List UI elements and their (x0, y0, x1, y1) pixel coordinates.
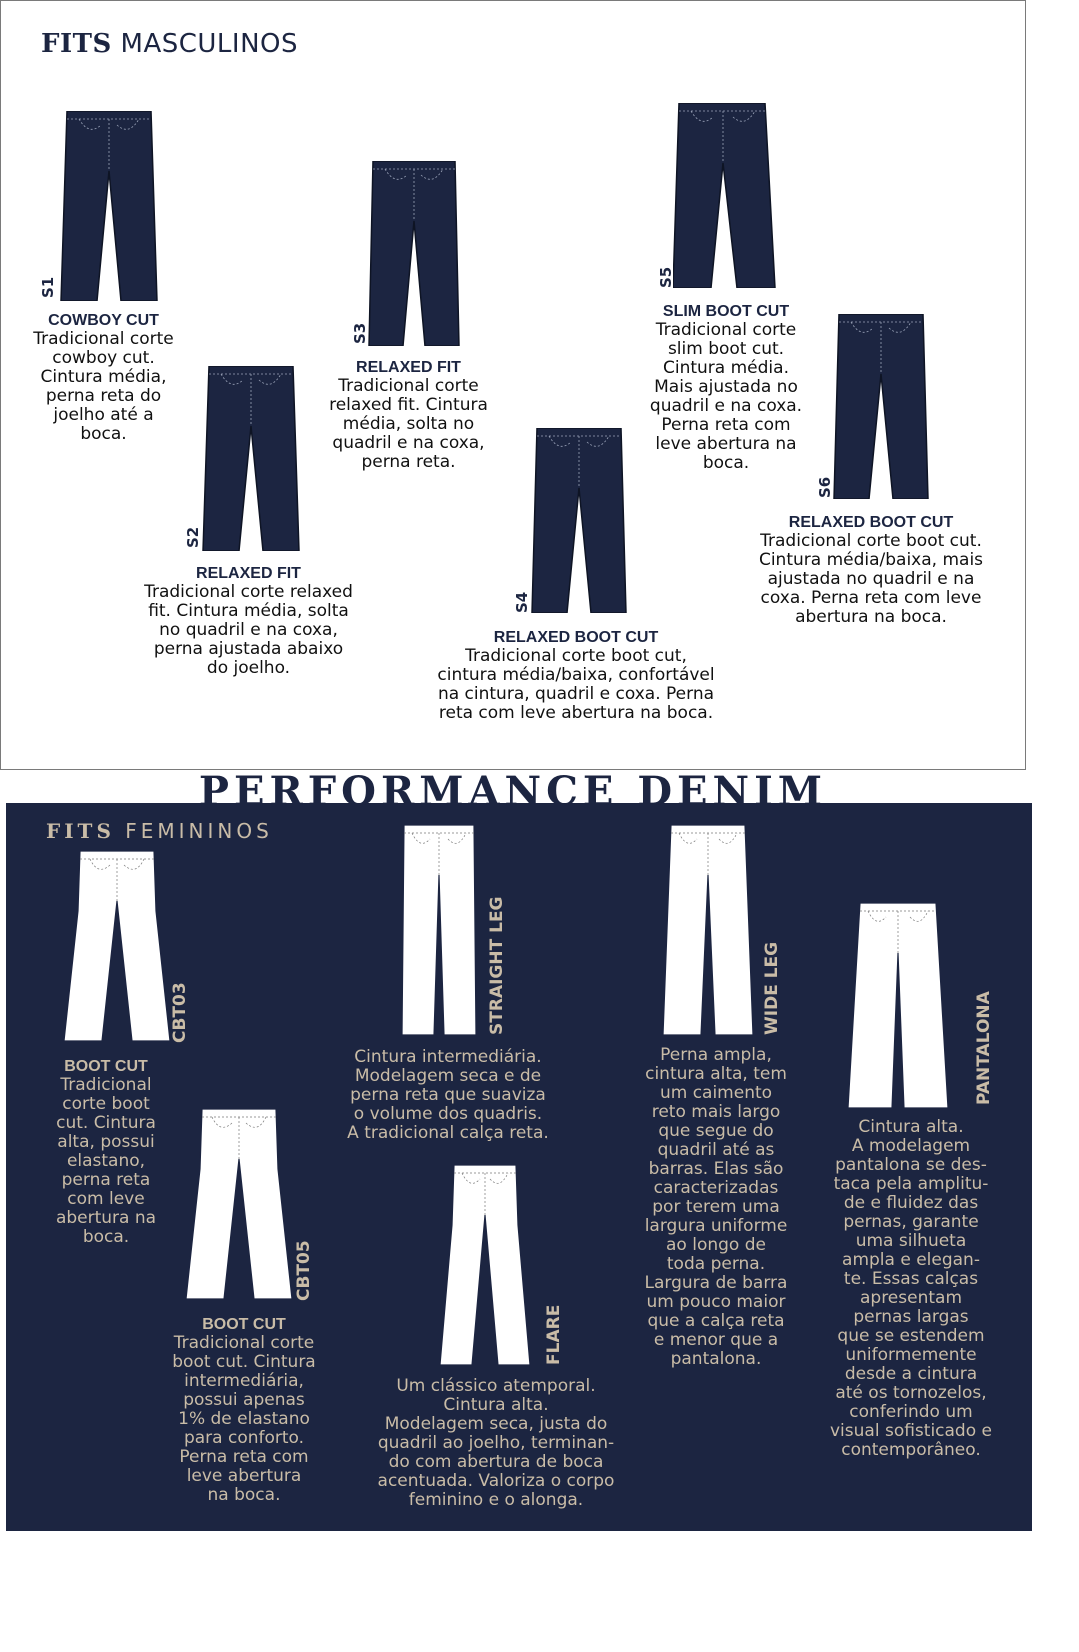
code-straight-leg: STRAIGHT LEG (487, 896, 507, 1035)
jeans-cbt03-illustration (62, 851, 172, 1041)
code-cbt05: CBT05 (294, 1240, 314, 1301)
desc-s6 (731, 513, 1011, 627)
desc-s5 (631, 302, 821, 473)
code-s5: S5 (657, 266, 675, 288)
code-cbt03: CBT03 (170, 982, 190, 1043)
fit-text-pantalona: Cintura alta. A modelagem pantalona se des- taca pela amplitu- de e fluidez das pernas, garante uma silhueta ampla e elegan- te. Essas calças apresentam pernas largas que se estendem uniformemente desde a cintura até os tornozelos, conferindo um visual sofisticado e contemporâneo. (830, 1117, 992, 1460)
desc-cbt03 (36, 1058, 176, 1247)
performance-denim-title: PERFORMANCE DENIM (198, 768, 828, 815)
fit-text-s2: Tradicional corte relaxed fit. Cintura média, solta no quadril e na coxa, perna ajustada abaixo do joelho. (144, 582, 353, 678)
jeans-s5-illustration (673, 103, 777, 288)
fit-name-s2: RELAXED FIT (196, 565, 301, 582)
femininos-title: FITS FEMININOS (46, 819, 273, 843)
code-s1: S1 (39, 276, 57, 298)
desc-s4 (406, 628, 746, 723)
code-wide-leg: WIDE LEG (762, 941, 782, 1035)
jeans-s4-illustration (531, 428, 627, 613)
fit-name-cbt05: BOOT CUT (202, 1316, 286, 1333)
desc-pantalona (811, 1118, 1011, 1460)
fit-text-s5: Tradicional corte slim boot cut. Cintura média. Mais ajustada no quadril e na coxa. Perna reta com leve abertura na boca. (649, 320, 803, 473)
jeans-pantalona-illustration (846, 903, 950, 1108)
fit-name-s4: RELAXED BOOT CUT (493, 629, 659, 646)
jeans-s6-illustration (833, 314, 929, 499)
code-s2: S2 (184, 526, 202, 548)
desc-s1 (11, 311, 196, 444)
desc-s3 (311, 358, 506, 472)
code-pantalona: PANTALONA (974, 991, 994, 1105)
desc-straight-leg (324, 1048, 572, 1143)
jeans-s2-illustration (201, 366, 301, 551)
fit-name-cbt03: BOOT CUT (64, 1058, 148, 1075)
fit-name-s3: RELAXED FIT (356, 359, 461, 376)
jeans-flare-illustration (438, 1165, 532, 1365)
fit-text-s4: Tradicional corte boot cut, cintura média/baixa, confortável na cintura, quadril e coxa. Perna reta com leve abertura na boca. (437, 646, 715, 723)
jeans-s1-illustration (59, 111, 159, 301)
fit-name-s5: SLIM BOOT CUT (662, 303, 790, 320)
desc-flare (346, 1377, 646, 1510)
masculinos-panel (0, 0, 1026, 770)
code-s6: S6 (816, 476, 834, 498)
jeans-cbt05-illustration (184, 1109, 294, 1299)
jeans-straight-leg-illustration (400, 825, 478, 1035)
code-s3: S3 (351, 322, 369, 344)
femininos-panel (6, 803, 1032, 1531)
fit-text-cbt05: Tradicional corte boot cut. Cintura intermediária, possui apenas 1% de elastano para conforto. Perna reta com leve abertura na boca. (172, 1333, 316, 1505)
jeans-wide-leg-illustration (661, 825, 755, 1035)
fit-text-flare: Um clássico atemporal. Cintura alta. Modelagem seca, justa do quadril ao joelho, terminan- do com abertura de boca acentuada. Valoriza o corpo feminino e o alonga. (377, 1376, 615, 1510)
fit-text-s3: Tradicional corte relaxed fit. Cintura média, solta no quadril e na coxa, perna reta. (329, 376, 488, 472)
fit-text-s1: Tradicional corte cowboy cut. Cintura média, perna reta do joelho até a boca. (33, 329, 174, 444)
desc-wide-leg (626, 1046, 806, 1369)
desc-cbt05 (154, 1316, 334, 1505)
desc-s2 (121, 564, 376, 678)
fit-name-s6: RELAXED BOOT CUT (788, 514, 954, 531)
fit-name-s1: COWBOY CUT (48, 312, 159, 329)
fit-text-cbt03: Tradicional corte boot cut. Cintura alta, possui elastano, perna reta com leve abertura na boca. (55, 1075, 157, 1247)
fit-text-wide-leg: Perna ampla, cintura alta, tem um caimento reto mais largo que segue do quadril até as barras. Elas são caracterizadas por terem uma largura uniforme ao longo de toda perna. Largura de barra um pouco maior que a calça reta e menor que a pantalona. (644, 1045, 788, 1369)
masculinos-title: FITS MASCULINOS (41, 29, 298, 59)
fit-text-straight-leg: Cintura intermediária. Modelagem seca e de perna reta que suaviza o volume dos quadris. A tradicional calça reta. (347, 1047, 549, 1143)
code-s4: S4 (513, 591, 531, 613)
fit-text-s6: Tradicional corte boot cut. Cintura média/baixa, mais ajustada no quadril e na coxa. Perna reta com leve abertura na boca. (758, 531, 984, 627)
jeans-s3-illustration (367, 161, 461, 346)
code-flare: FLARE (544, 1304, 564, 1365)
